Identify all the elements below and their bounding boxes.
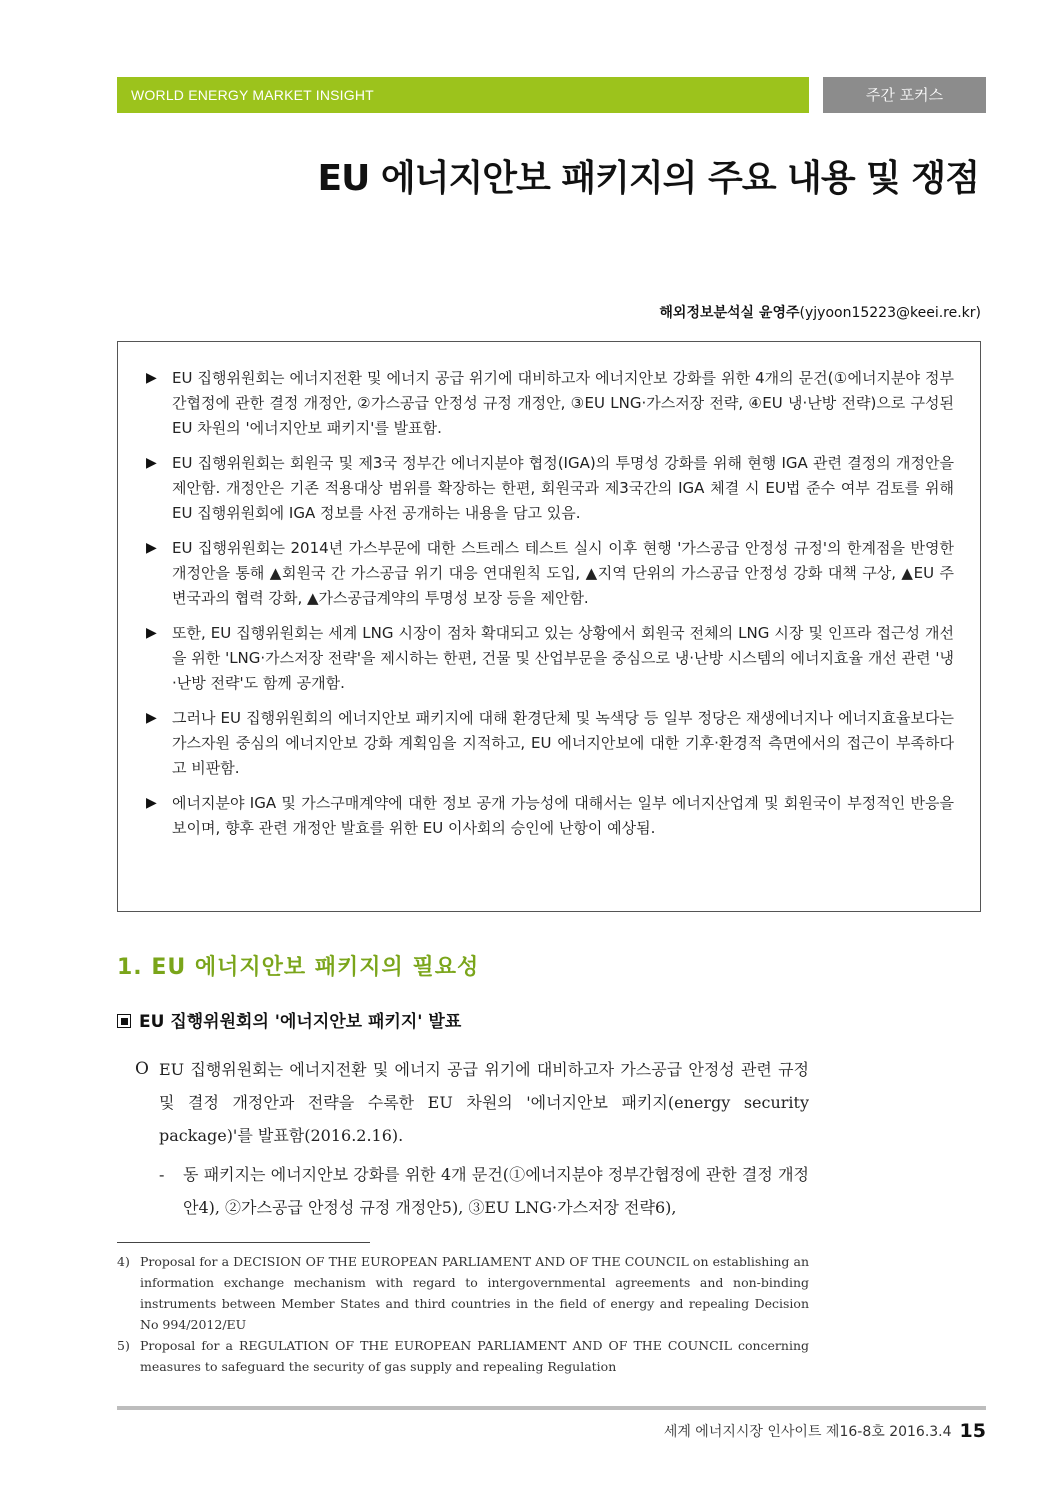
author-dept-name: 해외정보분석실 윤영주 [659,305,800,321]
triangle-bullet-icon: ▶ [146,710,157,726]
body-paragraph [135,1053,809,1152]
summary-item-text: EU 집행위원회는 회원국 및 제3국 정부간 에너지분야 협정(IGA)의 투명성 강화를 위해 현행 IGA 관련 결정의 개정안을 제안함. 개정안은 기존 적용대상 범위를 확장하는 한편, 회원국과 제3국간의 IGA 체결 시 EU법 준수 여부 검토를 위해 EU 집행위원회에 IGA 정보를 사전 공개하는 내용을 담고 있음. [172,454,954,522]
summary-item [146,536,954,611]
summary-item-text: EU 집행위원회는 에너지전환 및 에너지 공급 위기에 대비하고자 에너지안보 강화를 위한 4개의 문건(①에너지분야 정부간협정에 관한 결정 개정안, ②가스공급 안정성 규정 개정안, ③EU LNG·가스저장 전략, ④EU 냉·난방 전략)으로 구성된 EU 차원의 '에너지안보 패키지'를 발표함. [172,369,954,437]
series-title-bar: WORLD ENERGY MARKET INSIGHT [117,77,809,113]
body-sub-paragraph-text: 동 패키지는 에너지안보 강화를 위한 4개 문건(①에너지분야 정부간협정에 관한 결정 개정안4), ②가스공급 안정성 규정 개정안5), ③EU LNG·가스저장 전략6), [183,1165,809,1217]
footnotes [117,1251,809,1377]
summary-item [146,451,954,526]
author-email: (yjyoon15223@keei.re.kr) [799,305,981,321]
footnote-number: 4) [117,1254,130,1269]
subsection-heading-text: EU 집행위원회의 '에너지안보 패키지' 발표 [139,1012,462,1032]
page-footer [664,1420,986,1442]
dash-bullet-icon: - [159,1165,165,1184]
triangle-bullet-icon: ▶ [146,795,157,811]
author-line [659,302,981,322]
publication-info: 세계 에너지시장 인사이트 제16-8호 2016.3.4 [663,1424,952,1440]
circle-bullet-icon: O [135,1059,149,1079]
body-paragraph-text: EU 집행위원회는 에너지전환 및 에너지 공급 위기에 대비하고자 가스공급 안정성 관련 규정 및 결정 개정안과 전략을 수록한 EU 차원의 '에너지안보 패키지(energy security package)'를 발표함(2016.2.16). [159,1060,809,1145]
footnote-item [117,1335,809,1377]
summary-item [146,791,954,841]
footer-divider [117,1406,986,1410]
triangle-bullet-icon: ▶ [146,370,157,386]
page-title: EU 에너지안보 패키지의 주요 내용 및 쟁점 [317,158,979,199]
summary-item-text: 에너지분야 IGA 및 가스구매계약에 대한 정보 공개 가능성에 대해서는 일부 에너지산업계 및 회원국이 부정적인 반응을 보이며, 향후 관련 개정안 발효를 위한 EU 이사회의 승인에 난항이 예상됨. [172,794,954,837]
summary-item-text: 또한, EU 집행위원회는 세계 LNG 시장이 점차 확대되고 있는 상황에서 회원국 전체의 LNG 시장 및 인프라 접근성 개선을 위한 'LNG·가스저장 전략'을 제시하는 한편, 건물 및 산업부문을 중심으로 냉·난방 시스템의 에너지효율 개선 관련 '냉·난방 전략'도 함께 공개함. [172,624,954,692]
footnote-item [117,1251,809,1335]
footnote-divider [117,1242,370,1243]
summary-box [117,341,981,912]
triangle-bullet-icon: ▶ [146,540,157,556]
summary-item-text: EU 집행위원회는 2014년 가스부문에 대한 스트레스 테스트 실시 이후 현행 '가스공급 안정성 규정'의 한계점을 반영한 개정안을 통해 ▲회원국 간 가스공급 위기 대응 연대원칙 도입, ▲지역 단위의 가스공급 안정성 강화 대책 구상, ▲EU 주변국과의 협력 강화, ▲가스공급계약의 투명성 보장 등을 제안함. [172,539,954,607]
section-heading: 1. EU 에너지안보 패키지의 필요성 [117,955,480,980]
subsection-heading [117,1007,461,1032]
summary-item [146,706,954,781]
page-number: 15 [959,1420,986,1442]
section-tag: 주간 포커스 [823,77,986,113]
footnote-text: Proposal for a REGULATION OF THE EUROPEAN PARLIAMENT AND OF THE COUNCIL concerning measures to safeguard the security of gas supply and repealing Regulation [140,1338,809,1374]
body-sub-paragraph [159,1158,809,1224]
filled-square-bullet-icon [117,1014,131,1028]
triangle-bullet-icon: ▶ [146,625,157,641]
summary-item-text: 그러나 EU 집행위원회의 에너지안보 패키지에 대해 환경단체 및 녹색당 등 일부 정당은 재생에너지나 에너지효율보다는 가스자원 중심의 에너지안보 강화 계획임을 지적하고, EU 에너지안보에 대한 기후·환경적 측면에서의 접근이 부족하다고 비판함. [172,709,954,777]
triangle-bullet-icon: ▶ [146,455,157,471]
footnote-number: 5) [117,1338,130,1353]
summary-item [146,621,954,696]
footnote-text: Proposal for a DECISION OF THE EUROPEAN PARLIAMENT AND OF THE COUNCIL on establishing an information exchange mechanism with regard to intergovernmental agreements and non-binding instruments between Member States and third countries in the field of energy and repealing Decision No 994/2012/EU [140,1254,809,1332]
summary-item [146,366,954,441]
